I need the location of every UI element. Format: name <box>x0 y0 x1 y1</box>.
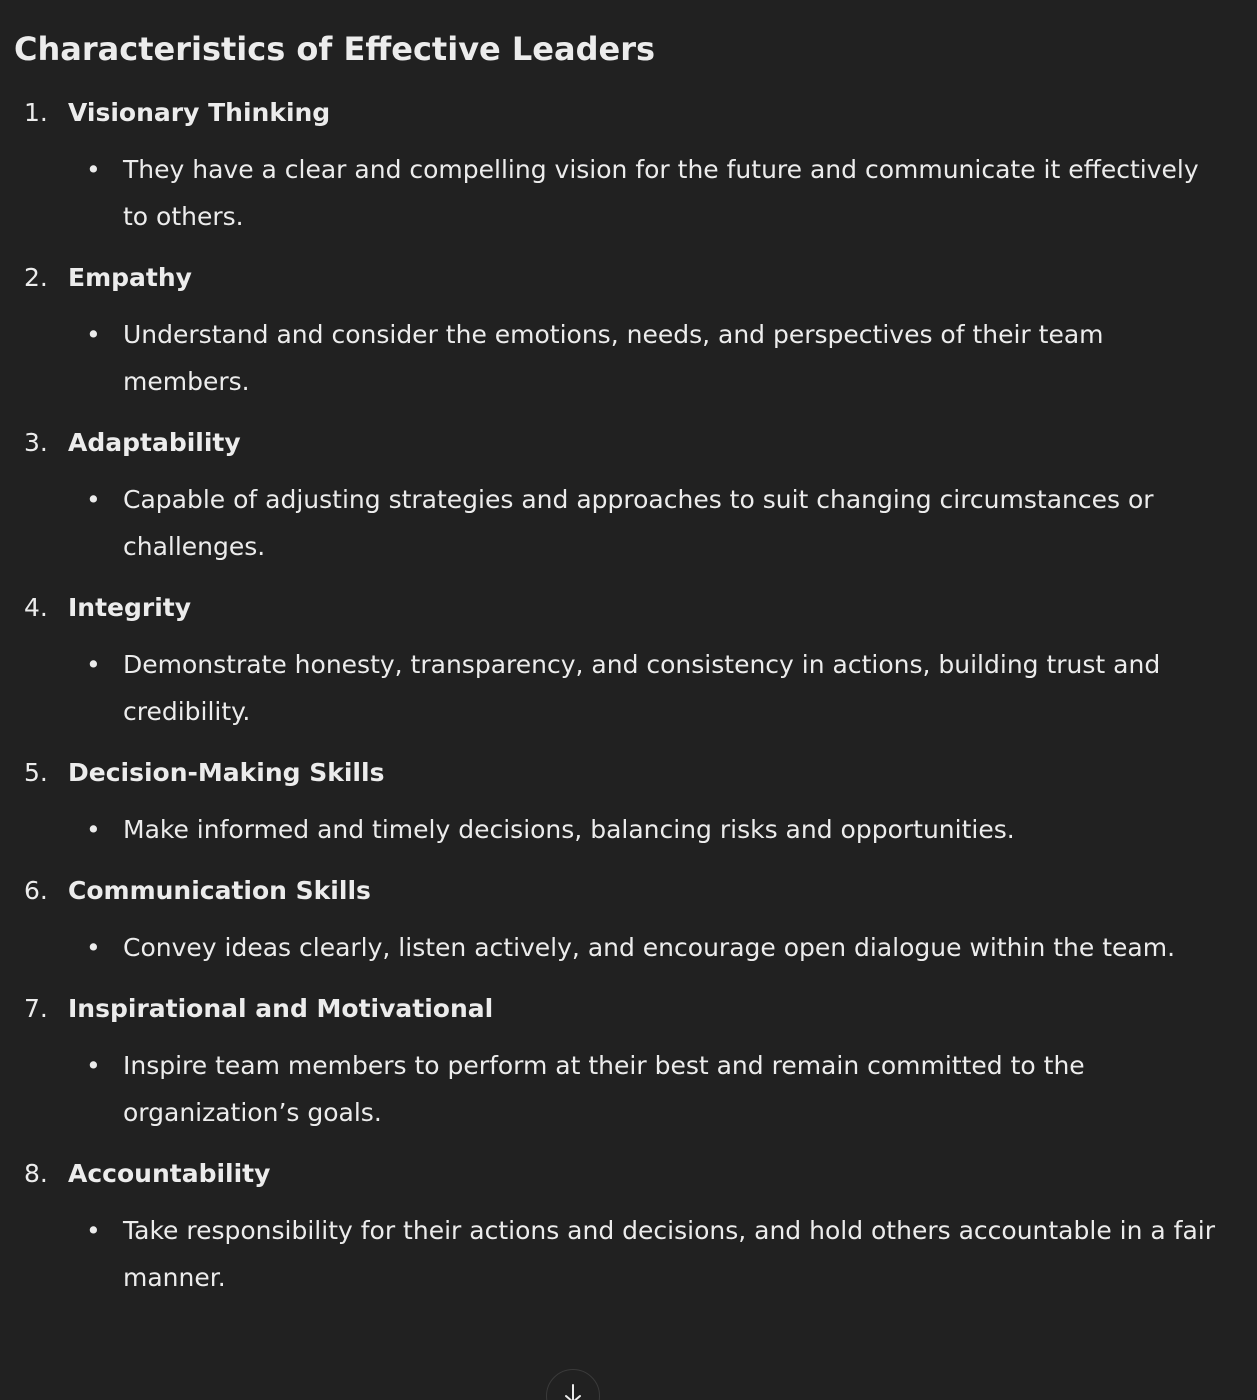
item-header <box>14 589 1243 627</box>
bullet-point <box>14 924 1243 971</box>
bullet-point <box>14 806 1243 853</box>
bullet-text: Convey ideas clearly, listen actively, and encourage open dialogue within the team. <box>123 933 1176 962</box>
item-title: Communication Skills <box>68 876 371 905</box>
item-header <box>14 424 1243 462</box>
characteristics-list <box>14 94 1243 1301</box>
bullet-icon: • <box>86 815 101 844</box>
arrow-down-icon <box>561 1382 585 1400</box>
item-title: Decision-Making Skills <box>68 758 385 787</box>
bullet-point <box>14 641 1243 735</box>
item-bullets <box>14 924 1243 971</box>
bullet-point <box>14 1042 1243 1136</box>
bullet-text: Understand and consider the emotions, needs, and perspectives of their team members. <box>123 320 1104 396</box>
item-number: 5. <box>24 758 48 787</box>
bullet-text: Capable of adjusting strategies and approaches to suit changing circumstances or challenges. <box>123 485 1154 561</box>
bullet-icon: • <box>86 1051 101 1080</box>
item-number: 2. <box>24 263 48 292</box>
item-bullets <box>14 1042 1243 1136</box>
item-title: Empathy <box>68 263 192 292</box>
bullet-point <box>14 476 1243 570</box>
item-title: Integrity <box>68 593 192 622</box>
bullet-point <box>14 146 1243 240</box>
item-bullets <box>14 641 1243 735</box>
item-bullets <box>14 146 1243 240</box>
bullet-text: Inspire team members to perform at their best and remain committed to the organization’s goals. <box>123 1051 1085 1127</box>
item-header <box>14 94 1243 132</box>
list-item <box>14 754 1243 853</box>
list-item <box>14 424 1243 570</box>
list-item <box>14 259 1243 405</box>
bullet-text: Make informed and timely decisions, balancing risks and opportunities. <box>123 815 1015 844</box>
item-bullets <box>14 311 1243 405</box>
bullet-icon: • <box>86 650 101 679</box>
bullet-text: Demonstrate honesty, transparency, and consistency in actions, building trust and credibility. <box>123 650 1161 726</box>
item-header <box>14 754 1243 792</box>
item-bullets <box>14 1207 1243 1301</box>
list-item <box>14 589 1243 735</box>
item-number: 6. <box>24 876 48 905</box>
item-bullets <box>14 476 1243 570</box>
bullet-text: They have a clear and compelling vision for the future and communicate it effectively to others. <box>123 155 1199 231</box>
item-header <box>14 990 1243 1028</box>
item-number: 4. <box>24 593 48 622</box>
bullet-icon: • <box>86 933 101 962</box>
item-title: Adaptability <box>68 428 241 457</box>
bullet-text: Take responsibility for their actions and decisions, and hold others accountable in a fair manner. <box>123 1216 1215 1292</box>
bullet-point <box>14 1207 1243 1301</box>
list-item <box>14 872 1243 971</box>
bullet-icon: • <box>86 1216 101 1245</box>
item-number: 8. <box>24 1159 48 1188</box>
bullet-icon: • <box>86 320 101 349</box>
bullet-icon: • <box>86 155 101 184</box>
bullet-icon: • <box>86 485 101 514</box>
item-title: Accountability <box>68 1159 271 1188</box>
page-title: Characteristics of Effective Leaders <box>14 30 656 68</box>
item-header <box>14 259 1243 297</box>
bullet-point <box>14 311 1243 405</box>
item-title: Visionary Thinking <box>68 98 331 127</box>
item-number: 3. <box>24 428 48 457</box>
item-header <box>14 872 1243 910</box>
scroll-to-bottom-button[interactable] <box>546 1369 600 1400</box>
item-number: 1. <box>24 98 48 127</box>
list-item <box>14 1155 1243 1301</box>
list-item <box>14 990 1243 1136</box>
list-item <box>14 94 1243 240</box>
item-title: Inspirational and Motivational <box>68 994 494 1023</box>
item-header <box>14 1155 1243 1193</box>
item-bullets <box>14 806 1243 853</box>
item-number: 7. <box>24 994 48 1023</box>
